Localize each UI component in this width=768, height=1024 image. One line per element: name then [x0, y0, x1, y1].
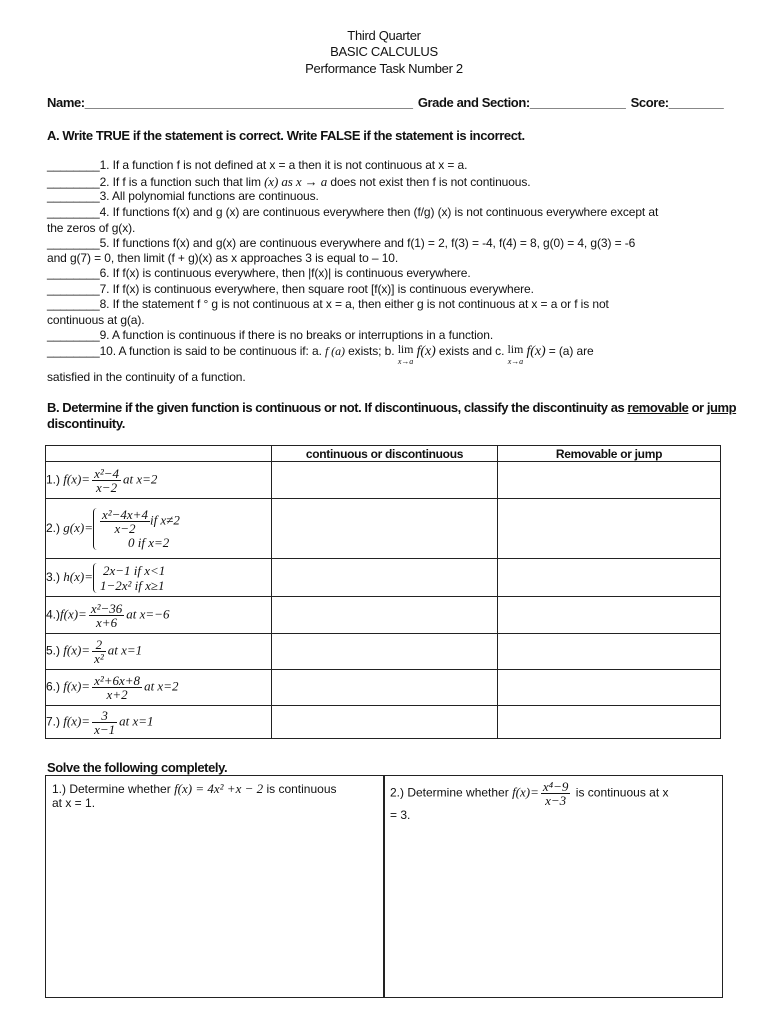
- answer-cell[interactable]: [272, 670, 498, 706]
- item-text: 4. If functions f(x) and g (x) are continuous everywhere then (f/g) (x) is not continuous everywhere except at: [99, 205, 659, 219]
- fraction: [92, 674, 142, 701]
- item-4-cont: the zeros of g(x).: [47, 221, 136, 235]
- item-math: f(x): [416, 344, 436, 359]
- fn-name: h(x)=: [63, 568, 93, 584]
- section-b-title: [47, 400, 736, 415]
- item-7: [47, 282, 534, 296]
- answer-cell[interactable]: [498, 462, 721, 499]
- answer-blank[interactable]: ________: [47, 282, 100, 296]
- question-2-text: [390, 780, 720, 823]
- numerator: x²+6x+8: [94, 673, 141, 688]
- answer-cell[interactable]: [272, 597, 498, 634]
- title-text: B. Determine if the given function is continuous or not. If discontinuous, classify the discontinuity as: [47, 400, 628, 415]
- answer-cell[interactable]: [272, 499, 498, 559]
- fraction: [541, 780, 571, 807]
- item-text: 5. If functions f(x) and g(x) are continuous everywhere and f(1) = 2, f(3) = -4, f(4) = 8, g(0) = 4, g(3) = -6: [99, 236, 636, 250]
- table-row: [46, 634, 721, 670]
- fn-name: f(x)=: [63, 642, 91, 658]
- item-8-cont: continuous at g(a).: [47, 313, 145, 327]
- fraction: [92, 638, 106, 665]
- piecewise: [93, 563, 165, 593]
- section-c-title: Solve the following completely.: [47, 760, 228, 775]
- fn-name: g(x)=: [63, 519, 93, 535]
- item-text: are: [576, 344, 594, 358]
- numerator: x²−4: [94, 465, 120, 481]
- denominator: x²: [94, 651, 104, 666]
- piecewise: [93, 508, 180, 550]
- q-text: at x = 1.: [52, 796, 96, 810]
- grade-field[interactable]: ______________: [529, 95, 626, 110]
- case: 2x−1 if x<1: [102, 562, 166, 578]
- answer-blank[interactable]: ________: [47, 175, 100, 189]
- denominator: x−2: [114, 520, 136, 536]
- item-8: [47, 297, 609, 311]
- item-9: [47, 328, 493, 342]
- question-2-box[interactable]: [383, 775, 723, 998]
- q-text: is continuous: [266, 782, 337, 796]
- answer-blank[interactable]: ________: [47, 189, 100, 203]
- item-math: f(x): [526, 344, 546, 359]
- lim-word: lim: [397, 342, 414, 356]
- limit-expr: [508, 344, 524, 367]
- question-1-text: [52, 782, 382, 810]
- limit-expr: [398, 344, 414, 367]
- answer-blank[interactable]: ________: [47, 266, 100, 280]
- row-label: 1.): [46, 471, 61, 486]
- row-label: 5.): [46, 643, 61, 658]
- item-text: exists and c.: [438, 344, 505, 358]
- item-text: 3. All polynomial functions are continuous.: [99, 189, 319, 203]
- table-header-cell: Removable or jump: [498, 446, 721, 462]
- function-cell: [46, 462, 272, 499]
- fraction: [92, 467, 121, 494]
- answer-blank[interactable]: ________: [47, 158, 100, 172]
- item-text: 2. If f is a function such that lim: [99, 175, 261, 189]
- item-math: (x) as x → a: [264, 174, 328, 189]
- condition: at x=−6: [126, 605, 170, 621]
- q-text: 1.) Determine whether: [52, 782, 171, 796]
- answer-cell[interactable]: [272, 706, 498, 739]
- item-3: [47, 189, 319, 203]
- answer-blank[interactable]: ________: [47, 297, 100, 311]
- function-cell: [46, 499, 272, 559]
- fn-name: f(x)=: [63, 712, 91, 728]
- numerator: 2: [92, 638, 106, 652]
- function-cell: [46, 597, 272, 634]
- item-text: 9. A function is continuous if there is no breaks or interruptions in a function.: [99, 328, 494, 342]
- item-5-cont: and g(7) = 0, then limit (f + g)(x) as x approaches 3 is equal to – 10.: [47, 251, 399, 265]
- item-10-cont: satisfied in the continuity of a function.: [47, 370, 246, 384]
- question-1-box[interactable]: [45, 775, 385, 998]
- header-line-2: BASIC CALCULUS: [330, 44, 438, 59]
- header-line-1: Third Quarter: [347, 28, 421, 43]
- numerator: x²−36: [90, 600, 123, 616]
- header-line-3: Performance Task Number 2: [305, 61, 463, 76]
- table-row: [46, 559, 721, 597]
- q-math: f(x) = 4x² +x − 2: [174, 781, 264, 796]
- table-row: [46, 670, 721, 706]
- answer-blank[interactable]: ________: [47, 344, 100, 358]
- condition: if x≠2: [149, 511, 180, 527]
- numerator: x⁴−9: [542, 779, 569, 794]
- denominator: x−1: [94, 721, 116, 737]
- score-field[interactable]: ________: [668, 95, 724, 110]
- condition: at x=1: [107, 642, 143, 658]
- answer-blank[interactable]: ________: [47, 205, 100, 219]
- numerator: 3: [92, 709, 117, 723]
- lim-sub: x→a: [397, 357, 414, 366]
- score-label: Score:: [630, 95, 669, 110]
- row-label: 4.): [46, 606, 61, 621]
- table-row: [46, 597, 721, 634]
- answer-cell[interactable]: [272, 559, 498, 597]
- fn-name: f(x)=: [60, 605, 87, 621]
- item-text: does not exist then f is not continuous.: [330, 175, 531, 189]
- fraction: [89, 602, 124, 629]
- answer-cell[interactable]: [498, 706, 721, 739]
- function-cell: [46, 670, 272, 706]
- title-text: or: [688, 400, 707, 415]
- item-text: 10. A function is said to be continuous if: a.: [99, 344, 322, 358]
- lim-sub: x→a: [507, 357, 524, 366]
- table-header-cell: continuous or discontinuous: [272, 446, 498, 462]
- item-text: exists; b.: [348, 344, 395, 358]
- answer-cell[interactable]: [272, 634, 498, 670]
- table-row: [46, 462, 721, 499]
- answer-cell[interactable]: [498, 670, 721, 706]
- condition: at x=2: [123, 470, 158, 486]
- answer-cell[interactable]: [498, 597, 721, 634]
- item-text: 8. If the statement f ° g is not continuous at x = a, then either g is not continuous at x = a or f is not: [99, 297, 609, 311]
- name-label: Name:: [47, 95, 85, 110]
- condition: 0 if x=2: [127, 534, 170, 550]
- denominator: x+6: [96, 614, 118, 630]
- fn-name: f(x)=: [63, 470, 91, 486]
- answer-cell[interactable]: [498, 634, 721, 670]
- item-10: [47, 344, 594, 367]
- row-label: 6.): [46, 679, 61, 694]
- title-text: removable: [627, 400, 689, 415]
- row-label: 3.): [46, 569, 61, 584]
- answer-cell[interactable]: [498, 499, 721, 559]
- denominator: x−2: [96, 479, 118, 495]
- item-text: 7. If f(x) is continuous everywhere, then square root [f(x)] is continuous everywhere.: [99, 282, 534, 296]
- numerator: x²−4x+4: [101, 506, 148, 522]
- condition: at x=2: [144, 678, 179, 694]
- table-row: [46, 499, 721, 559]
- section-a-title: A. Write TRUE if the statement is correct. Write FALSE if the statement is incorrect.: [47, 128, 525, 143]
- grade-label: Grade and Section:: [417, 95, 530, 110]
- denominator: x+2: [106, 687, 128, 702]
- q-text: is continuous at x: [575, 785, 669, 800]
- q-math: f(x)=: [512, 784, 539, 800]
- case: 1−2x² if x≥1: [99, 577, 165, 593]
- table-header-cell: [46, 446, 272, 462]
- fraction: [100, 508, 150, 535]
- answer-cell[interactable]: [272, 462, 498, 499]
- title-text: jump: [706, 400, 737, 415]
- lim-word: lim: [507, 342, 524, 356]
- item-4: [47, 205, 658, 219]
- answer-cell[interactable]: [498, 559, 721, 597]
- item-text: = (a): [548, 344, 574, 358]
- condition: at x=1: [119, 712, 154, 728]
- item-5: [47, 236, 635, 250]
- q-text: = 3.: [390, 808, 411, 822]
- denominator: x−3: [545, 793, 567, 808]
- info-line: [47, 95, 723, 110]
- item-2: [47, 174, 531, 190]
- continuity-table: [45, 445, 721, 739]
- item-math: f (a): [325, 344, 345, 358]
- name-field[interactable]: ________________________________________________: [84, 95, 413, 110]
- function-cell: [46, 706, 272, 739]
- item-6: [47, 266, 471, 280]
- row-label: 2.): [46, 520, 61, 535]
- item-text: 6. If f(x) is continuous everywhere, then |f(x)| is continuous everywhere.: [99, 266, 471, 280]
- q-text: 2.) Determine whether: [390, 785, 509, 800]
- item-1: [47, 158, 467, 172]
- answer-blank[interactable]: ________: [47, 328, 100, 342]
- function-cell: [46, 634, 272, 670]
- answer-blank[interactable]: ________: [47, 236, 100, 250]
- row-label: 7.): [46, 713, 61, 728]
- function-cell: [46, 559, 272, 597]
- table-header-row: [46, 446, 721, 462]
- fraction: [92, 709, 117, 736]
- table-row: [46, 706, 721, 739]
- fn-name: f(x)=: [63, 678, 91, 694]
- item-text: 1. If a function f is not defined at x = a then it is not continuous at x = a.: [99, 158, 468, 172]
- section-b-title-cont: discontinuity.: [47, 416, 125, 431]
